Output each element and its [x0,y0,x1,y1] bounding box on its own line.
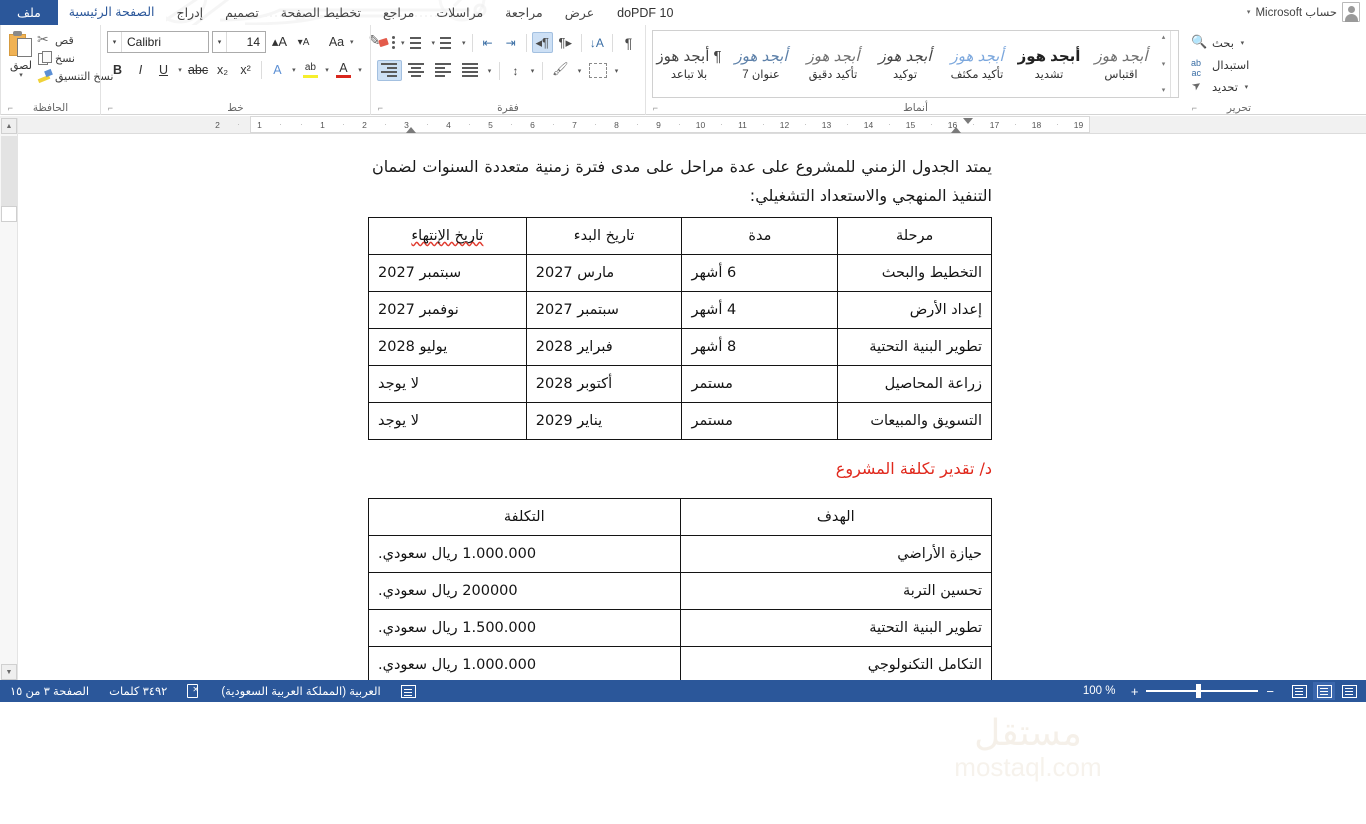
cost-table[interactable] [368,498,992,684]
format-painter-label: نسخ التنسيق [55,71,114,83]
sort-button[interactable] [586,32,607,53]
language-indicator[interactable]: العربية (المملكة العربية السعودية) [221,686,381,698]
styles-gallery[interactable] [652,30,1179,98]
paste-icon [7,30,35,58]
spell-check-icon [187,684,201,698]
shading-button[interactable] [548,60,573,81]
cut-label: قص [55,35,74,47]
chevron-down-icon[interactable]: ▾ [213,32,227,52]
ruler-tick: 7 [572,119,577,130]
timeline-table[interactable] [368,217,992,440]
ruler-tick: 5 [488,119,493,130]
pilcrow-icon: ¶ [624,34,633,51]
macro-record-icon [401,685,416,698]
show-formatting-marks-button[interactable] [618,32,639,53]
subscript-label: x₂ [216,62,229,77]
table-header-row [369,499,992,536]
cell-start: سبتمبر 2027 [526,292,682,329]
cell-end: يوليو 2028 [369,329,527,366]
th-end-date [369,218,527,255]
paragraph-group-label: فقرة [497,102,519,114]
align-right-icon [380,62,399,79]
shrink-font-button[interactable]: A▾ [297,36,310,48]
horizontal-ruler[interactable] [215,116,1090,133]
align-left-icon [434,62,453,79]
ruler-tick: 14 [863,119,874,130]
table-row [369,292,992,329]
tab-mailings[interactable]: مراسلات [436,6,484,20]
italic-label: I [138,62,143,77]
account-name: حساب Microsoft [1255,7,1337,19]
zoom-percent[interactable]: 100 % [1082,685,1116,697]
font-size-value: 14 [246,35,260,49]
editing-group-label: تحرير [1226,102,1252,114]
chevron-down-icon[interactable]: ▾ [462,39,466,47]
chevron-down-icon[interactable]: ▾ [108,32,122,52]
cursor-select-icon [1191,79,1208,96]
subscript-button[interactable] [212,59,233,80]
style-sample: أبجد هوز [950,48,1004,65]
style-sample: أبجد هوز [734,48,788,65]
superscript-label: x² [240,62,251,77]
strikethrough-button[interactable] [186,59,210,80]
watermark [878,714,1178,824]
ruler-tick: 16 [947,119,958,130]
ruler-tick: 2 [215,119,220,130]
style-sample: أبجد هوز [1094,48,1148,65]
cell-objective: تحسين التربة [680,573,991,610]
style-item-heading-7[interactable] [725,31,797,97]
align-center-button[interactable] [404,60,429,81]
tab-references[interactable]: مراجع [382,6,415,20]
underline-label: U [158,62,169,77]
cell-objective: حيازة الأراضي [680,536,991,573]
multilevel-list-icon [441,34,456,52]
line-spacing-button[interactable] [505,60,526,81]
title-bar [0,0,1366,24]
select-button[interactable] [1191,76,1287,98]
select-label: تحديد [1212,82,1238,94]
chevron-down-icon[interactable]: ▾ [401,39,405,47]
table-row [369,610,992,647]
ruler-dot: · [552,120,555,129]
ruler-tick: 19 [1073,119,1084,130]
style-name: تشديد [1034,69,1064,81]
cell-start: فبراير 2028 [526,329,682,366]
th-duration: مدة [682,218,838,255]
paragraph-dialog-launcher[interactable]: ⌐ [377,103,383,113]
decrease-indent-icon: ⇤ [482,35,493,50]
cell-phase: التخطيط والبحث [838,255,992,292]
style-name: عنوان 7 [742,69,780,81]
text-effects-label: A [273,62,282,77]
numbered-list-icon [411,34,426,52]
increase-indent-icon: ⇥ [505,35,516,50]
zoom-in-button[interactable]: + [1130,683,1139,699]
ribbon-group-styles [645,25,1185,115]
ruler-tick: 1 [257,119,262,130]
chevron-down-icon[interactable]: ▾ [358,66,362,74]
rtl-text-direction-icon: ¶◂ [535,34,550,50]
first-line-indent-marker[interactable] [963,118,973,124]
ruler-dot: · [888,120,891,129]
ruler-dot: · [342,120,345,129]
tab-page-layout[interactable]: تخطيط الصفحة [280,6,361,20]
right-indent-marker[interactable] [406,127,416,133]
shading-icon [551,62,570,79]
bulleted-list-icon [380,34,395,52]
cell-start: يناير 2029 [526,403,682,440]
grow-font-button[interactable]: A▴ [271,34,288,49]
ruler-tick: 9 [656,119,661,130]
chevron-down-icon[interactable]: ▾ [178,66,182,74]
sort-icon: A↓ [589,35,604,50]
ruler-band [0,116,1366,134]
ruler-tick: 1 [320,119,325,130]
find-label: بحث [1212,38,1234,50]
highlight-label: ab [304,62,316,73]
search-icon [1191,35,1208,52]
table-row [369,329,992,366]
align-left-button[interactable] [431,60,456,81]
tab-view[interactable]: عرض [564,6,595,20]
ruler-dot: · [846,120,849,129]
ltr-direction-button[interactable] [555,32,576,53]
styles-more-icon[interactable]: ▾ [1161,87,1166,94]
style-item-no-spacing[interactable] [653,31,725,97]
cell-start: مارس 2027 [526,255,682,292]
paintbrush-icon [37,69,52,84]
th-end-date-text: تاريخ الإنتهاء [411,228,484,244]
font-size-combo[interactable] [212,31,266,53]
font-color-label: A [339,60,348,75]
tab-insert[interactable]: إدراج [176,6,204,20]
cell-phase: تطوير البنية التحتية [838,329,992,366]
cell-end: نوفمبر 2027 [369,292,527,329]
watermark-line2: mostaql.com [954,752,1102,782]
cell-duration: 4 أشهر [682,292,838,329]
cell-end: سبتمبر 2027 [369,255,527,292]
underline-button[interactable] [153,59,174,80]
ruler-dot: · [720,120,723,129]
style-name: اقتباس [1104,69,1138,81]
multilevel-list-button[interactable] [438,32,459,53]
read-mode-button[interactable] [1338,682,1360,700]
chevron-down-icon[interactable]: ▾ [325,66,329,74]
th-start-date: تاريخ البدء [526,218,682,255]
text-effects-button[interactable] [267,59,288,80]
style-sample: أبجد هوز [1017,48,1081,65]
cell-end: لا يوجد [369,366,527,403]
style-item-subtle-emphasis[interactable] [797,31,869,97]
ribbon [0,25,1366,115]
web-layout-button[interactable] [1288,682,1310,700]
ruler-dot: · [930,120,933,129]
ribbon-group-font [100,25,370,115]
zoom-slider[interactable] [1146,684,1258,698]
table-row [369,366,992,403]
decrease-indent-button[interactable] [477,32,498,53]
styles-group-label: أنماط [903,102,928,114]
cell-cost: 1.000.000 ريال سعودي. [369,647,681,684]
ruler-dot: · [426,120,429,129]
style-name: تأكيد دقيق [808,69,858,81]
italic-button[interactable] [130,59,151,80]
ruler-tick: 10 [695,119,706,130]
print-layout-button[interactable] [1313,682,1335,700]
ribbon-group-paragraph [370,25,645,115]
find-button[interactable] [1191,32,1287,54]
paste-label: لصق [9,60,33,72]
ruler-tick: 8 [614,119,619,130]
font-name-combo[interactable] [107,31,209,53]
cell-cost: 1.500.000 ريال سعودي. [369,610,681,647]
cell-end: لا يوجد [369,403,527,440]
cell-cost: 200000 ريال سعودي. [369,573,681,610]
zoom-out-button[interactable]: − [1266,683,1274,699]
cell-objective: تطوير البنية التحتية [680,610,991,647]
chevron-down-icon[interactable]: ▾ [530,67,535,75]
change-case-label: Aa [328,35,345,49]
style-item-strong[interactable] [1013,31,1085,97]
tab-file[interactable]: ملف [0,0,58,25]
borders-button[interactable] [586,60,610,81]
font-color-button[interactable] [333,59,354,80]
ruler-tick: 18 [1031,119,1042,130]
zoom-slider-thumb[interactable] [1196,684,1201,698]
replace-button[interactable] [1191,54,1287,76]
watermark-line1: مستقل [974,712,1082,753]
ruler-dot: · [279,120,282,129]
ruler-dot: · [237,120,240,129]
justify-icon [461,62,480,79]
ruler-dot: · [300,120,303,129]
ruler-tick: 6 [530,119,535,130]
font-name-value: Calibri [127,35,162,49]
highlight-button[interactable] [300,59,321,80]
cell-phase: التسويق والمبيعات [838,403,992,440]
scroll-down-button[interactable]: ▼ [1,664,17,680]
ruler-tick: 4 [446,119,451,130]
cell-duration: مستمر [682,366,838,403]
line-spacing-icon: ↕ [512,63,519,78]
style-item-quote[interactable] [1085,31,1157,97]
justify-button[interactable] [458,60,483,81]
numbered-list-button[interactable] [408,32,429,53]
chevron-down-icon[interactable]: ▾ [292,66,296,74]
copy-icon [37,51,52,66]
proofing-status[interactable] [177,680,211,702]
styles-gallery-scroll[interactable] [1157,31,1171,97]
section-heading-cost[interactable]: د/ تقدير تكلفة المشروع [835,459,992,478]
cell-phase: زراعة المحاصيل [838,366,992,403]
read-mode-icon [1342,685,1357,698]
chevron-down-icon[interactable]: ▾ [614,67,619,75]
style-item-intense-emphasis[interactable] [941,31,1013,97]
macro-recording-button[interactable] [391,680,426,702]
table-row [369,403,992,440]
print-layout-icon [1317,685,1332,698]
ruler-dot: · [1014,120,1017,129]
chevron-down-icon[interactable]: ▾ [1244,84,1249,91]
scroll-up-button[interactable]: ▲ [1,118,17,134]
ruler-tick: 15 [905,119,916,130]
ruler-dot: · [1056,120,1059,129]
th-objective: الهدف [680,499,991,536]
left-indent-marker[interactable] [951,127,961,133]
style-item-emphasis[interactable] [869,31,941,97]
font-group-label: خط [227,102,244,114]
styles-scroll-down-icon[interactable]: ▾ [1161,60,1166,68]
replace-icon: ab ac [1191,57,1202,78]
chevron-down-icon[interactable]: ▾ [1246,9,1251,16]
ruler-dot: · [972,120,975,129]
zoom-controls[interactable] [1075,684,1282,698]
ruler-dot: · [468,120,471,129]
page-indicator[interactable]: الصفحة ٣ من ١٥ [10,686,90,698]
bold-button[interactable] [107,59,128,80]
editing-dialog-launcher[interactable]: ⌐ [1191,103,1197,113]
cell-objective: التكامل التكنولوجي [680,647,991,684]
style-sample: ¶ أبجد هوز [656,48,722,65]
ruler-dot: · [804,120,807,129]
ruler-tick: 3 [404,119,409,130]
status-bar [0,680,1366,702]
ruler-tick: 13 [821,119,832,130]
cell-duration: 6 أشهر [682,255,838,292]
view-buttons [1282,682,1366,700]
ruler-dot: · [510,120,513,129]
table-row [369,536,992,573]
ruler-dot: · [594,120,597,129]
th-cost: التكلفة [369,499,681,536]
chevron-down-icon[interactable]: ▾ [431,39,436,47]
table-row [369,573,992,610]
cell-phase: إعداد الأرض [838,292,992,329]
copy-label: نسخ [55,53,75,65]
replace-label: استبدال [1212,60,1250,72]
bulleted-list-button[interactable] [377,32,398,53]
ruler-tick: 12 [779,119,790,130]
superscript-button[interactable] [235,59,256,80]
style-name: تأكيد مكثف [950,69,1004,81]
tab-design[interactable]: تصميم [225,6,259,20]
chevron-down-icon[interactable]: ▾ [350,39,354,46]
scissors-icon [37,33,52,48]
ruler-dot: · [636,120,639,129]
tab-home[interactable]: الصفحة الرئيسية [58,0,166,25]
web-layout-icon [1292,685,1307,698]
style-name: توكيد [892,69,918,81]
ruler-tick: 2 [362,119,367,130]
ruler-dot: · [678,120,681,129]
styles-dialog-launcher[interactable]: ⌐ [652,103,658,113]
align-center-icon [407,62,426,79]
chevron-down-icon[interactable]: ▾ [577,67,582,75]
clipboard-group-label: الحافظة [32,102,69,114]
ruler-tick: 11 [738,119,747,130]
cell-start: أكتوبر 2028 [526,366,682,403]
table-row [369,255,992,292]
chevron-down-icon[interactable]: ▾ [19,72,23,79]
rtl-direction-button[interactable] [532,32,553,53]
word-count[interactable]: ٣٤٩٢ كلمات [109,686,168,698]
ruler-dot: · [384,120,387,129]
clipboard-dialog-launcher[interactable]: ⌐ [7,103,13,113]
cell-duration: 8 أشهر [682,329,838,366]
ribbon-group-clipboard [0,25,114,115]
ltr-text-direction-icon: ▸¶ [558,34,573,50]
font-dialog-launcher[interactable]: ⌐ [107,103,113,113]
align-right-button[interactable] [377,60,402,81]
ribbon-tab-bar [0,0,1366,25]
style-sample: أبجد هوز [878,48,932,65]
chevron-down-icon[interactable]: ▾ [1240,40,1245,47]
increase-indent-button[interactable] [500,32,521,53]
tab-dopdf[interactable]: doPDF 10 [617,5,674,20]
ribbon-group-editing [1185,25,1293,115]
style-name: بلا تباعد [670,69,708,81]
strikethrough-label: abc [187,62,209,77]
cell-cost: 1.000.000 ريال سعودي. [369,536,681,573]
styles-scroll-up-icon[interactable]: ▴ [1161,34,1166,41]
chevron-down-icon[interactable]: ▾ [487,67,492,75]
select-browse-object-button[interactable] [1,206,17,222]
th-phase: مرحلة [838,218,992,255]
style-sample: أبجد هوز [806,48,860,65]
table-row [369,647,992,684]
cell-duration: مستمر [682,403,838,440]
borders-icon [589,63,607,78]
change-case-button[interactable] [326,32,347,53]
ruler-tick: 17 [989,119,1000,130]
table-header-row [369,218,992,255]
paste-button[interactable] [7,30,35,84]
bold-label: B [112,62,123,77]
ruler-dot: · [762,120,765,129]
scrollbar-thumb[interactable] [1,136,17,214]
intro-paragraph[interactable]: يمتد الجدول الزمني للمشروع على عدة مراحل على مدى فترة زمنية متعددة السنوات لضمان التنفيذ المنهجي والاستعداد التشغيلي: [372,157,992,205]
tab-review[interactable]: مراجعة [505,6,543,20]
vertical-scrollbar[interactable] [0,118,18,680]
